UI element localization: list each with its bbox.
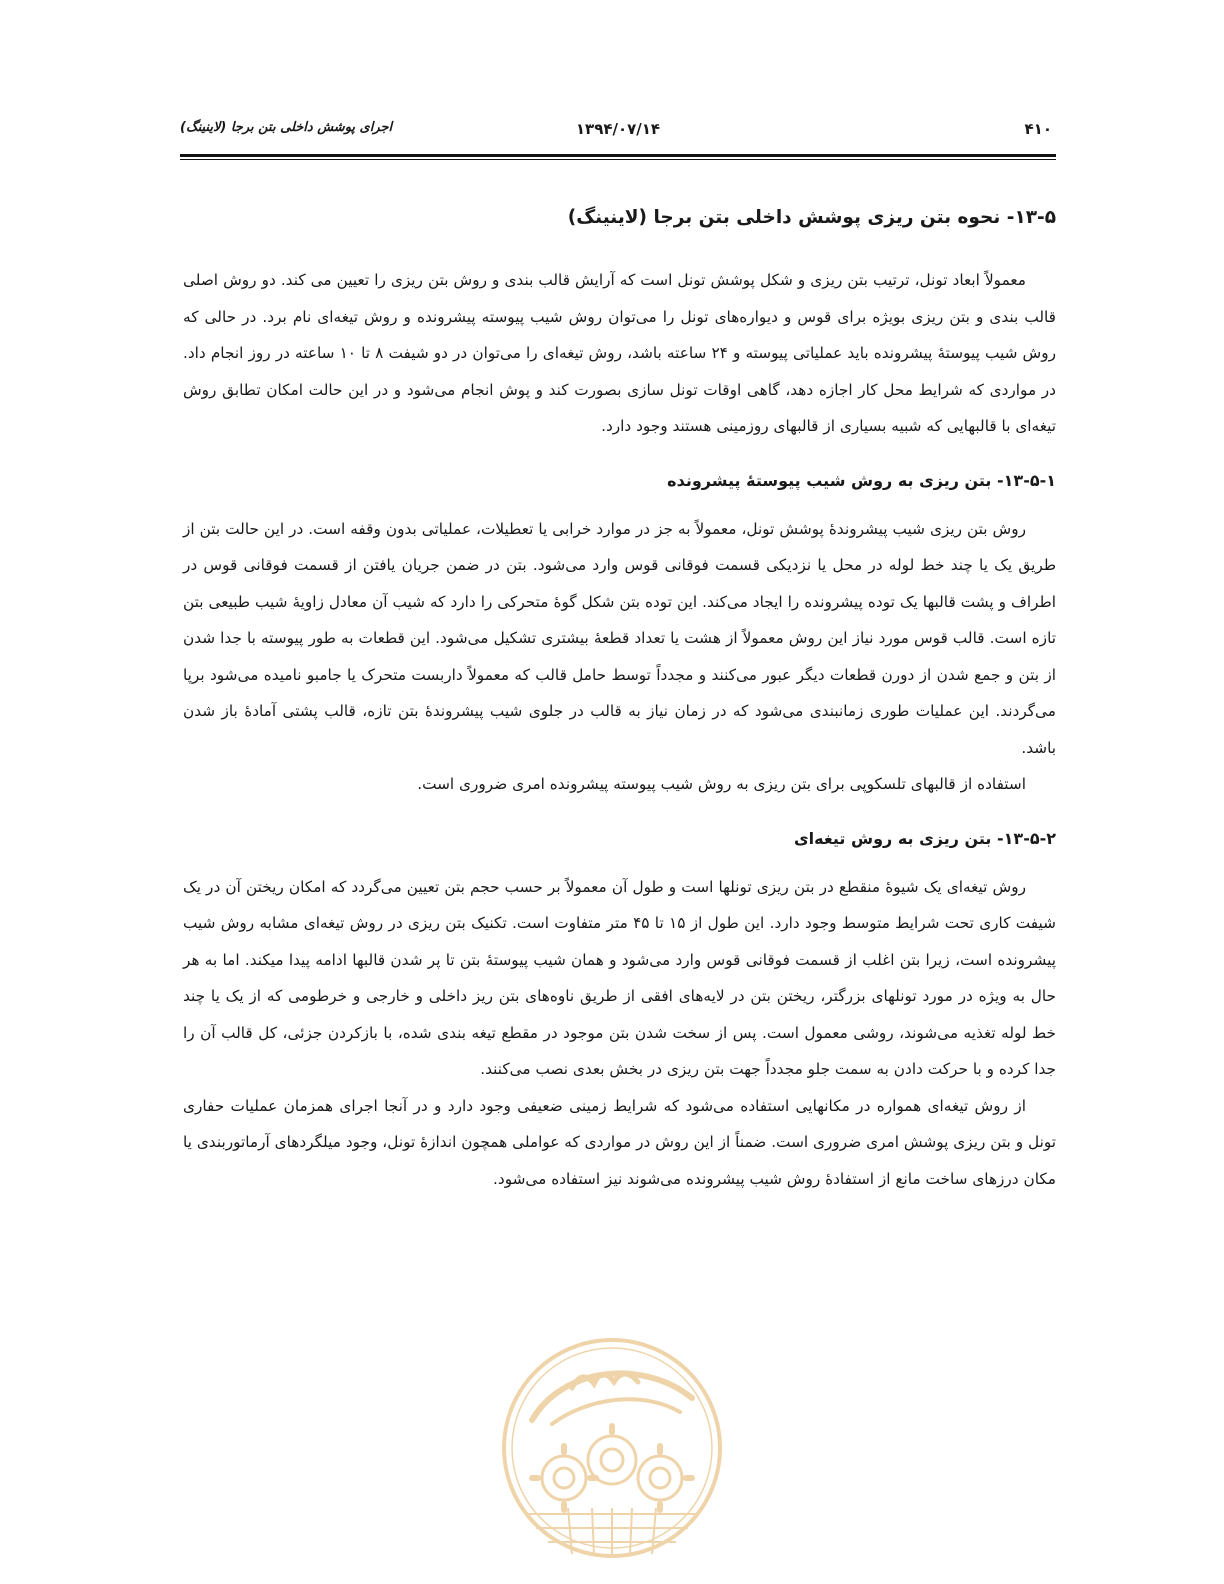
page-body xyxy=(183,200,1056,1197)
header-date: ۱۳۹۴/۰۷/۱۴ xyxy=(575,120,661,138)
page-number: ۴۱۰ xyxy=(1024,120,1052,138)
subsection-2-paragraph-1: روش تیغه‌ای یک شیوهٔ منقطع در بتن ریزی تونلها است و طول آن معمولاً بر حسب حجم بتن تعیین می‌گردد که امکان ریختن آن در یک شیفت کاری تحت شرایط متوسط وجود دارد. این طول از ۱۵ تا ۴۵ متر متفاوت است. تکنیک بتن ریزی در روش تیغه‌ای مشابه روش شیب پیشرونده است، زیرا بتن اغلب از قسمت فوقانی قوس وارد می‌شود و همان شیب پیوستهٔ بتن تا پر شدن قالبها ادامه پیدا میکند. اما به هر حال به ویژه در مورد تونلهای بزرگتر، ریختن بتن در لایه‌های افقی از طریق ناوه‌های بتن ریز داخلی و خارجی و خرطومی که از یک یا چند خط لوله تغذیه می‌شوند، روشی معمول است. پس از سخت شدن بتن موجود در مقطع تیغه بندی شده، با بازکردن جزئی، کل قالب آن را جدا کرده و با حرکت دادن به سمت جلو مجدداً جهت بتن ریزی در بخش بعدی نصب می‌کنند. xyxy=(183,877,1056,1078)
watermark-seal-logo xyxy=(492,1328,732,1584)
subsection-1-paragraph-2: استفاده از قالبهای تلسکوپی برای بتن ریزی به روش شیب پیوسته پیشرونده امری ضروری است. xyxy=(417,775,1026,793)
header-divider xyxy=(180,154,1056,160)
header-chapter-title: اجرای پوشش داخلی بتن برجا (لاینینگ) xyxy=(180,120,393,135)
subsection-1-heading: ۱۳-۵-۱- بتن ریزی به روش شیب پیوستهٔ پیشرونده xyxy=(667,470,1056,490)
running-header xyxy=(180,120,1056,146)
section-heading: ۱۳-۵- نحوه بتن ریزی پوشش داخلی بتن برجا (لاینینگ) xyxy=(567,207,1056,228)
subsection-1-paragraph-1: روش بتن ریزی شیب پیشروندهٔ پوشش تونل، معمولاً به جز در موارد خرابی یا تعطیلات، عملیاتی بدون وقفه است. در این حالت بتن از طریق یک یا چند خط لوله در محل یا نزدیکی قسمت فوقانی قوس وارد می‌شود. بتن در ضمن جریان یافتن از قسمت فوقانی قوس در اطراف و پشت قالبها یک توده پیشرونده را ایجاد می‌کند. این توده بتن شکل گوهٔ متحرکی را دارد که شیب آن معادل زاویهٔ شیب طبیعی بتن تازه است. قالب قوس مورد نیاز این روش معمولاً از هشت یا تعداد قطعهٔ بیشتری تشکیل می‌شود. این قطعات به طور پیوسته با جدا شدن از بتن و جمع شدن از دورن قطعات دیگر عبور می‌کنند و مجدداً توسط حامل قالب که معمولاً داربست متحرک یا جامبو نامیده می‌شود برپا می‌گردند. این عملیات طوری زمانبندی می‌شود که در زمان نیاز به قالب در جلوی شیب پیشروندهٔ بتن تازه، قالب پشتی آمادهٔ باز شدن باشد. xyxy=(183,519,1056,757)
subsection-2-heading: ۱۳-۵-۲- بتن ریزی به روش تیغه‌ای xyxy=(794,828,1056,848)
intro-paragraph: معمولاً ابعاد تونل، ترتیب بتن ریزی و شکل پوشش تونل است که آرایش قالب بندی و روش بتن ریزی را تعیین می کند. دو روش اصلی قالب بندی و بتن ریزی بویژه برای قوس و دیواره‌های تونل را می‌توان روش شیب پیوسته پیشرونده و روش تیغه‌ای نام برد. در حالی که روش شیب پیوستهٔ پیشرونده باید عملیاتی پیوسته و ۲۴ ساعته باشد، روش تیغه‌ای را می‌توان در دو شیفت ۸ تا ۱۰ ساعته در روز انجام داد. در مواردی که شرایط محل کار اجازه دهد، گاهی اوقات تونل سازی بصورت کند و پوش انجام می‌شود و در این حالت امکان تطابق روش تیغه‌ای با قالبهایی که شبیه بسیاری از قالبهای روزمینی هستند وجود دارد. xyxy=(183,271,1056,435)
subsection-2-paragraph-2: از روش تیغه‌ای همواره در مکانهایی استفاده می‌شود که شرایط زمینی ضعیفی وجود دارد و در آنجا اجرای همزمان عملیات حفاری تونل و بتن ریزی پوشش امری ضروری است. ضمناً از این روش در مواردی که عواملی همچون اندازهٔ تونل، وجود میلگردهای آرماتوربندی یا مکان درزهای ساخت مانع از استفادهٔ روش شیب پیشرونده می‌شوند نیز استفاده می‌شود. xyxy=(183,1096,1056,1188)
